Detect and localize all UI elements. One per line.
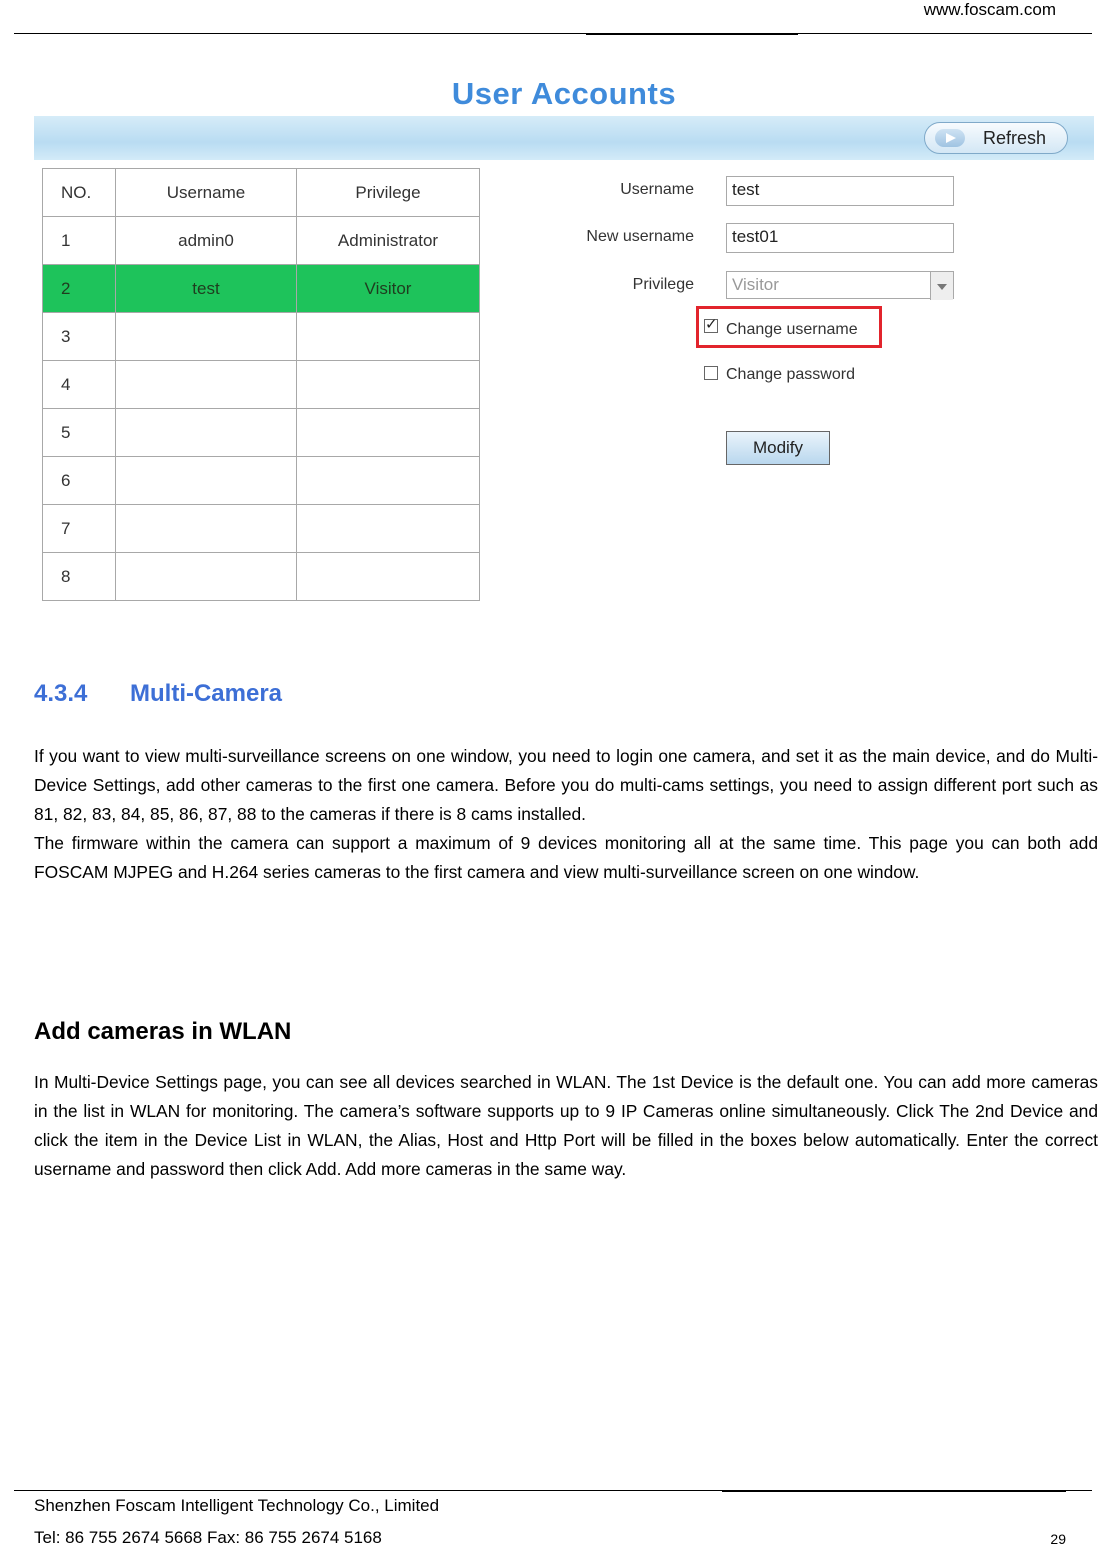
- row-no: 2: [43, 265, 116, 313]
- username-label: Username: [620, 181, 694, 198]
- privilege-label: Privilege: [632, 276, 694, 293]
- table-row[interactable]: [43, 217, 480, 265]
- section-title: Multi-Camera: [130, 680, 283, 707]
- refresh-arrow-icon: [935, 129, 965, 147]
- row-privilege: Administrator: [297, 217, 480, 265]
- footer-divider-accent: [722, 1490, 1066, 1492]
- row-no: 8: [43, 553, 116, 601]
- chevron-down-icon: [930, 272, 953, 300]
- row-no: 5: [43, 409, 116, 457]
- row-privilege: Visitor: [297, 265, 480, 313]
- section-number: 4.3.4: [34, 680, 88, 707]
- refresh-label: Refresh: [983, 128, 1047, 148]
- row-username: [116, 361, 297, 409]
- user-accounts-screenshot: [34, 66, 1094, 616]
- table-row[interactable]: [43, 313, 480, 361]
- table-row[interactable]: [43, 409, 480, 457]
- row-username: [116, 505, 297, 553]
- refresh-button[interactable]: [924, 122, 1068, 154]
- row-privilege: [297, 313, 480, 361]
- row-no: 7: [43, 505, 116, 553]
- table-row-selected[interactable]: [43, 265, 480, 313]
- change-password-label: Change password: [726, 366, 855, 383]
- row-privilege: [297, 505, 480, 553]
- new-username-field[interactable]: test01: [726, 223, 954, 253]
- row-username: [116, 553, 297, 601]
- section-heading: [34, 680, 282, 708]
- header-privilege: Privilege: [297, 169, 480, 217]
- table-row[interactable]: [43, 361, 480, 409]
- row-no: 6: [43, 457, 116, 505]
- subsection-body: [34, 1068, 1098, 1184]
- section-paragraph-2: The firmware within the camera can support a maximum of 9 devices monitoring all at the same time. This page you can both add FOSCAM MJPEG and H.264 series cameras to the first camera and view multi-surveillance screen on one window.: [34, 833, 1098, 882]
- row-username: test: [116, 265, 297, 313]
- toolbar: [34, 116, 1094, 160]
- row-privilege: [297, 409, 480, 457]
- row-username: [116, 313, 297, 361]
- row-username: [116, 409, 297, 457]
- row-username: [116, 457, 297, 505]
- new-username-label: New username: [586, 228, 694, 245]
- user-accounts-title: User Accounts: [451, 76, 677, 111]
- modify-button[interactable]: Modify: [726, 431, 830, 465]
- table-row[interactable]: [43, 457, 480, 505]
- row-username: admin0: [116, 217, 297, 265]
- row-privilege: [297, 457, 480, 505]
- header-username: Username: [116, 169, 297, 217]
- row-no: 4: [43, 361, 116, 409]
- privilege-select-value: Visitor: [732, 275, 779, 294]
- footer-contact: Tel: 86 755 2674 5668 Fax: 86 755 2674 5168: [34, 1528, 382, 1547]
- table-row[interactable]: [43, 505, 480, 553]
- username-field[interactable]: test: [726, 176, 954, 206]
- section-paragraph-1: If you want to view multi-surveillance screens on one window, you need to login one camera, and set it as the main device, and do Multi-Device Settings, add other cameras to the first one camera. Before you do multi-cams settings, you need to assign different port such as 81, 82, 83, 84, 85, 86, 87, 88 to the cameras if there is 8 cams installed.: [34, 746, 1098, 824]
- section-body: [34, 742, 1098, 887]
- header-website: www.foscam.com: [923, 0, 1056, 19]
- privilege-select[interactable]: [726, 271, 954, 299]
- change-username-label: Change username: [726, 321, 858, 338]
- subsection-paragraph: In Multi-Device Settings page, you can see all devices searched in WLAN. The 1st Device is the default one. You can add more cameras in the list in WLAN for monitoring. The camera’s software supports up to 9 IP Cameras online simultaneously. Click The 2nd Device and click the item in the Device List in WLAN, the Alias, Host and Http Port will be filled in the boxes below automatically. Enter the correct username and password then click Add. Add more cameras in the same way.: [34, 1072, 1098, 1179]
- subsection-heading: Add cameras in WLAN: [34, 1018, 292, 1045]
- change-username-checkbox[interactable]: [704, 319, 718, 333]
- row-privilege: [297, 553, 480, 601]
- page-number: 29: [1050, 1531, 1066, 1547]
- row-no: 1: [43, 217, 116, 265]
- table-row[interactable]: [43, 553, 480, 601]
- row-no: 3: [43, 313, 116, 361]
- header-no: NO.: [43, 169, 116, 217]
- row-privilege: [297, 361, 480, 409]
- footer-company: Shenzhen Foscam Intelligent Technology Co., Limited: [34, 1496, 440, 1515]
- header-divider: [14, 33, 1092, 34]
- header-divider-accent: [586, 33, 798, 35]
- user-accounts-table: [42, 168, 480, 601]
- change-password-checkbox[interactable]: [704, 366, 718, 380]
- table-header-row: [43, 169, 480, 217]
